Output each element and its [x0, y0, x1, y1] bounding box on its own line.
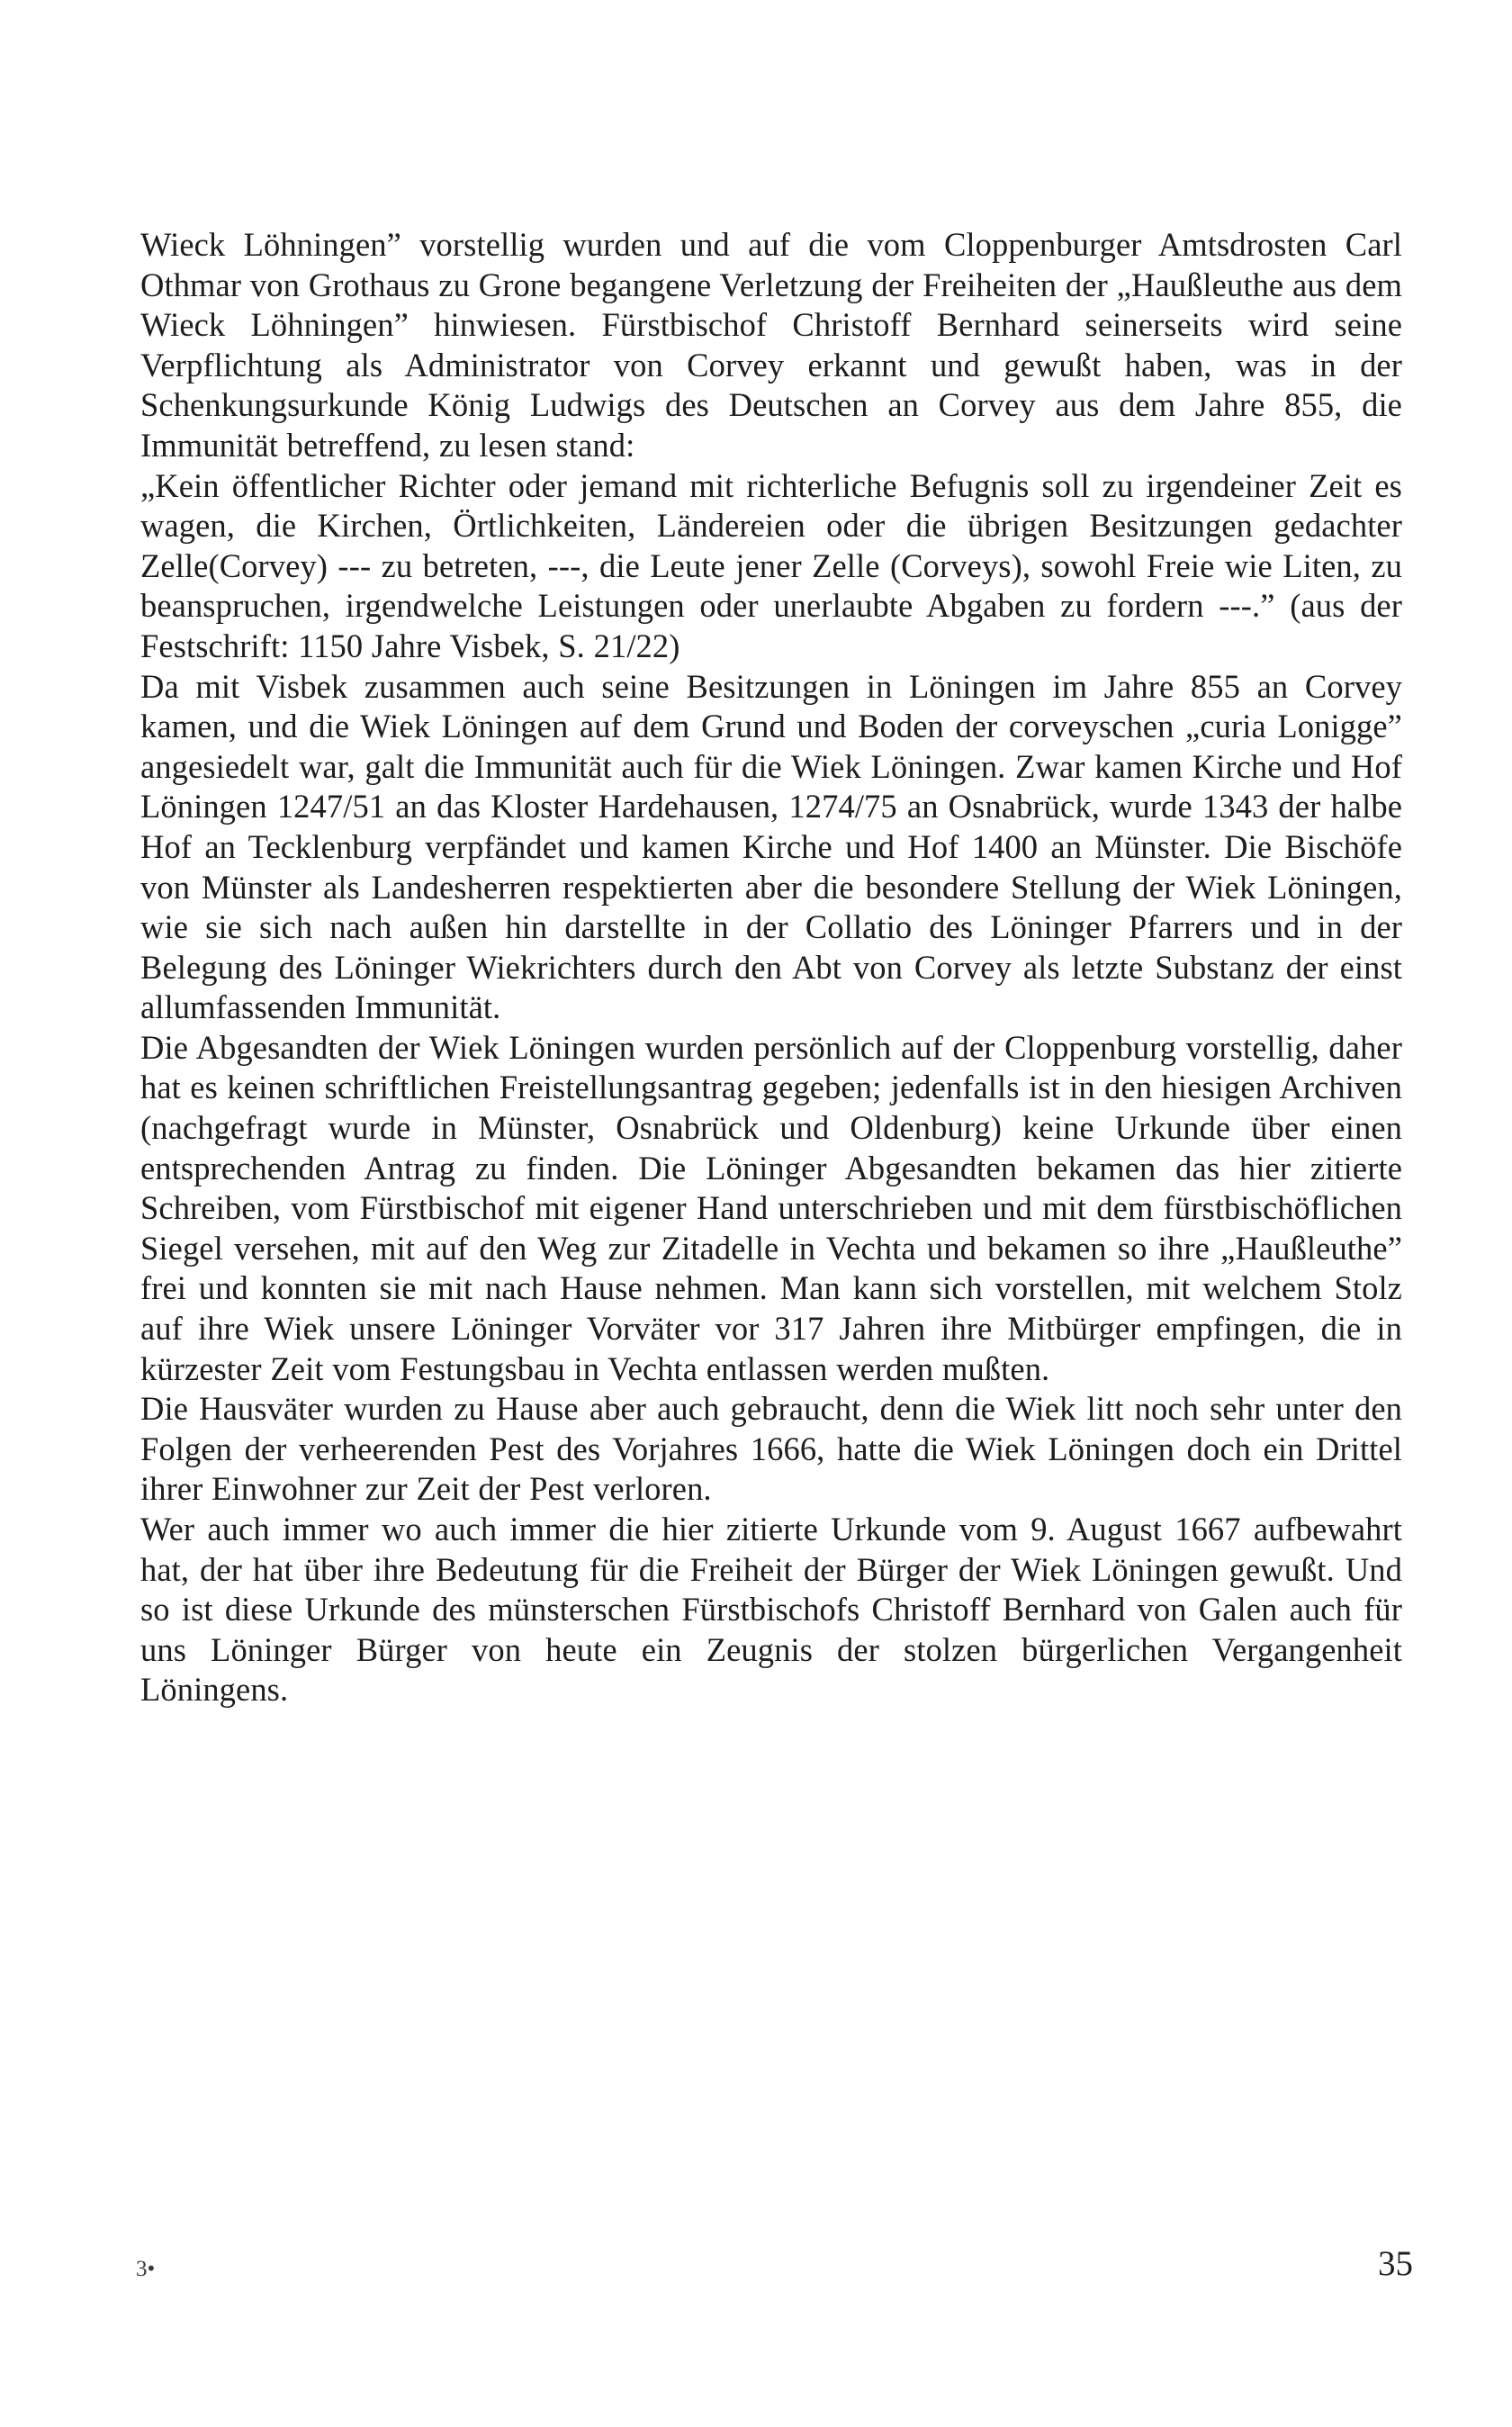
paragraph-3: Da mit Visbek zusammen auch seine Besitzungen in Löningen im Jahre 855 an Corvey kamen, und die Wiek Löningen auf dem Grund und Boden der corveyschen „curia Lonigge” angesiedelt war, galt die Immunität auch für die Wiek Löningen. Zwar kamen Kirche und Hof Löningen 1247/51 an das Kloster Hardehausen, 1274/75 an Osnabrück, wurde 1343 der halbe Hof an Tecklenburg verpfändet und kamen Kirche und Hof 1400 an Münster. Die Bischöfe von Münster als Landesherren respektierten aber die besondere Stellung der Wiek Löningen, wie sie sich nach außen hin darstellte in der Collatio des Löninger Pfarrers und in der Belegung des Löninger Wiekrichters durch den Abt von Corvey als letzte Substanz der einst allumfassenden Immunität.: [140, 667, 1402, 1026]
body-text: [140, 225, 1402, 1710]
paragraph-6: Wer auch immer wo auch immer die hier zitierte Urkunde vom 9. August 1667 aufbewahrt hat, der hat über ihre Bedeutung für die Freiheit der Bürger der Wiek Löningen gewußt. Und so ist diese Urkunde des münsterschen Fürstbischofs Christoff Bernhard von Galen auch für uns Löninger Bürger von heute ein Zeugnis der stolzen bürgerlichen Vergangenheit Löningens.: [140, 1511, 1402, 1709]
paragraph-2: „Kein öffentlicher Richter oder jemand mit richterliche Befugnis soll zu irgendeiner Zeit es wagen, die Kirchen, Örtlichkeiten, Ländereien oder die übrigen Besitzungen gedachter Zelle(Corvey) --- zu betreten, ---, die Leute jener Zelle (Corveys), sowohl Freie wie Liten, zu beanspruchen, irgendwelche Leistungen oder unerlaubte Abgaben zu fordern ---.” (aus der Festschrift: 1150 Jahre Visbek, S. 21/22): [140, 466, 1402, 664]
paragraph-1: Wieck Löhningen” vorstellig wurden und auf die vom Cloppenburger Amtsdrosten Carl Othmar von Grothaus zu Grone begangene Verletzung der Freiheiten der „Haußleuthe aus dem Wieck Löhningen” hinwiesen. Fürstbischof Christoff Bernhard seinerseits wird seine Verpflichtung als Administrator von Corvey erkannt und gewußt haben, was in der Schenkungsurkunde König Ludwigs des Deutschen an Corvey aus dem Jahre 855, die Immunität betreffend, zu lesen stand:: [140, 226, 1402, 464]
paragraph-4: Die Abgesandten der Wiek Löningen wurden persönlich auf der Cloppenburg vorstellig, daher hat es keinen schriftlichen Freistellungsantrag gegeben; jedenfalls ist in den hiesigen Archiven (nachgefragt wurde in Münster, Osnabrück und Oldenburg) keine Urkunde über einen entsprechenden Antrag zu finden. Die Löninger Abgesandten bekamen das hier zitierte Schreiben, vom Fürstbischof mit eigener Hand unterschrieben und mit dem fürstbischöflichen Siegel versehen, mit auf den Weg zur Zitadelle in Vechta und bekamen so ihre „Haußleuthe” frei und konnten sie mit nach Hause nehmen. Man kann sich vorstellen, mit welchem Stolz auf ihre Wiek unsere Löninger Vorväter vor 317 Jahren ihre Mitbürger empfingen, die in kürzester Zeit vom Festungsbau in Vechta entlassen werden mußten.: [140, 1028, 1402, 1387]
signature-mark: 3•: [136, 2257, 156, 2281]
page-number: 35: [1378, 2244, 1413, 2283]
paragraph-5: Die Hausväter wurden zu Hause aber auch gebraucht, denn die Wiek litt noch sehr unter den Folgen der verheerenden Pest des Vorjahres 1666, hatte die Wiek Löningen doch ein Drittel ihrer Einwohner zur Zeit der Pest verloren.: [140, 1390, 1402, 1508]
